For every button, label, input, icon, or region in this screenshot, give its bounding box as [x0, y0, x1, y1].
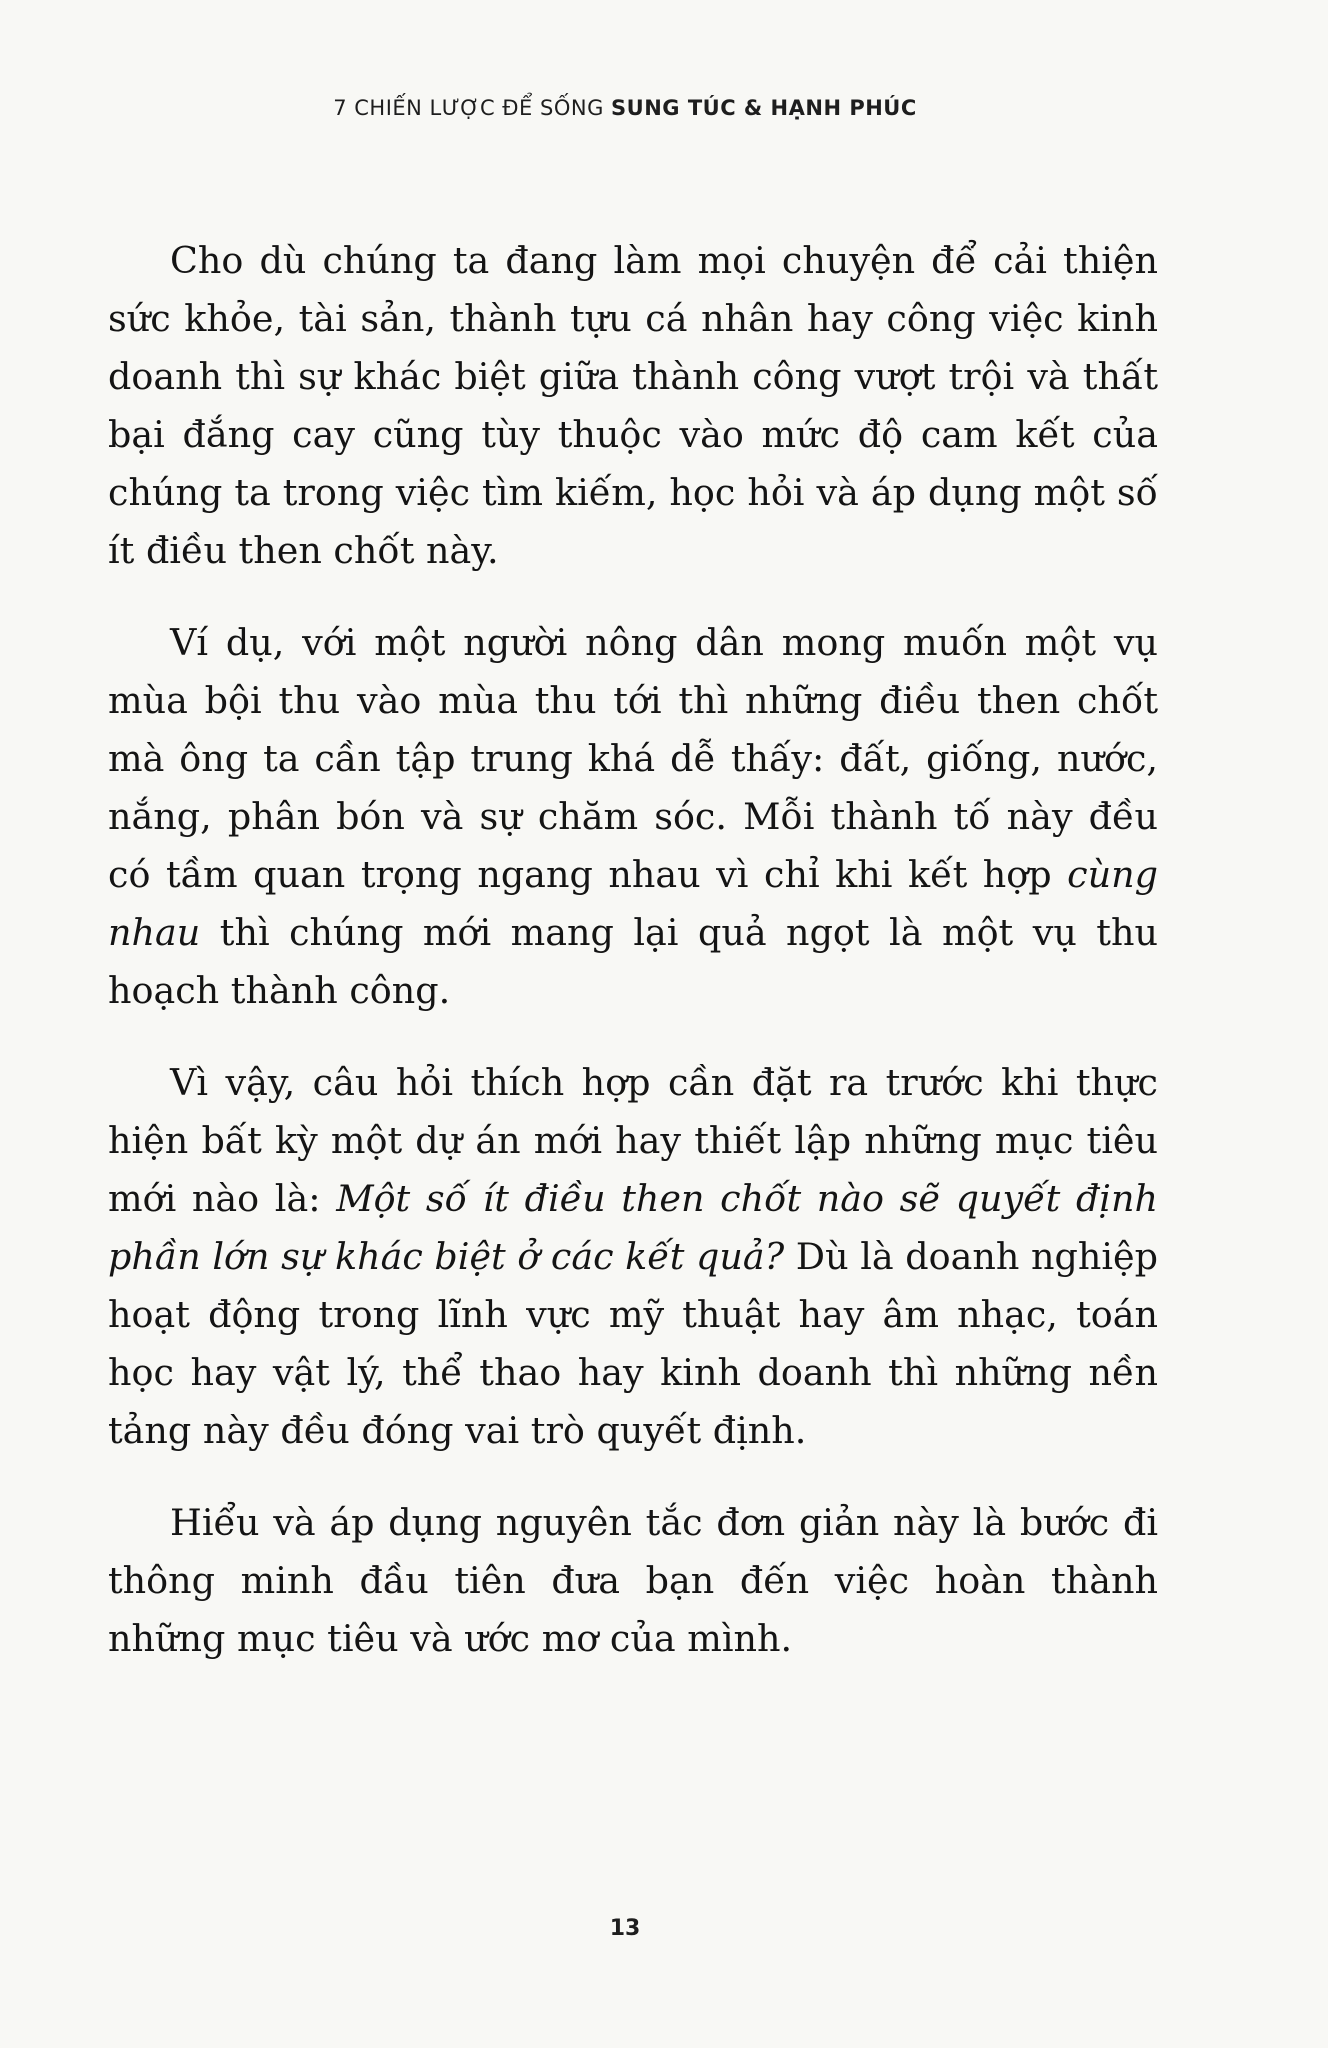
header-title-bold: SUNG TÚC & HẠNH PHÚC: [611, 96, 917, 120]
paragraph-3-text-a: Vì vậy, câu hỏi thích hợp cần đặt ra trước khi thực hiện bất kỳ một dự án mới hay thiết lập những mục tiêu mới nào là:: [108, 1061, 1158, 1220]
paragraph-2-text-b: thì chúng mới mang lại quả ngọt là một vụ thu hoạch thành công.: [108, 911, 1158, 1012]
paragraph-2-emphasis: cùng nhau: [108, 853, 1158, 954]
header-title-regular: 7 CHIẾN LƯỢC ĐỂ SỐNG: [333, 96, 612, 120]
paragraph-2: [108, 614, 1158, 1020]
body-text: [108, 232, 1158, 1702]
paragraph-4: Hiểu và áp dụng nguyên tắc đơn giản này là bước đi thông minh đầu tiên đưa bạn đến việc hoàn thành những mục tiêu và ước mơ của mình.: [108, 1501, 1158, 1660]
paragraph-3: [108, 1054, 1158, 1460]
paragraph-3-text-b: Dù là doanh nghiệp hoạt động trong lĩnh vực mỹ thuật hay âm nhạc, toán học hay vật lý, thể thao hay kinh doanh thì những nền tảng này đều đóng vai trò quyết định.: [108, 1235, 1158, 1452]
page-number: 13: [609, 1916, 641, 1941]
paragraph-2-text-a: Ví dụ, với một người nông dân mong muốn một vụ mùa bội thu vào mùa thu tới thì những điều then chốt mà ông ta cần tập trung khá dễ thấy: đất, giống, nước, nắng, phân bón và sự chăm sóc. Mỗi thành tố này đều có tầm quan trọng ngang nhau vì chỉ khi kết hợp: [108, 621, 1158, 896]
paragraph-3-emphasis: Một số ít điều then chốt nào sẽ quyết định phần lớn sự khác biệt ở các kết quả?: [108, 1177, 1158, 1278]
paragraph-1: Cho dù chúng ta đang làm mọi chuyện để cải thiện sức khỏe, tài sản, thành tựu cá nhân hay công việc kinh doanh thì sự khác biệt giữa thành công vượt trội và thất bại đắng cay cũng tùy thuộc vào mức độ cam kết của chúng ta trong việc tìm kiếm, học hỏi và áp dụng một số ít điều then chốt này.: [108, 239, 1158, 572]
running-header: [0, 96, 1250, 120]
